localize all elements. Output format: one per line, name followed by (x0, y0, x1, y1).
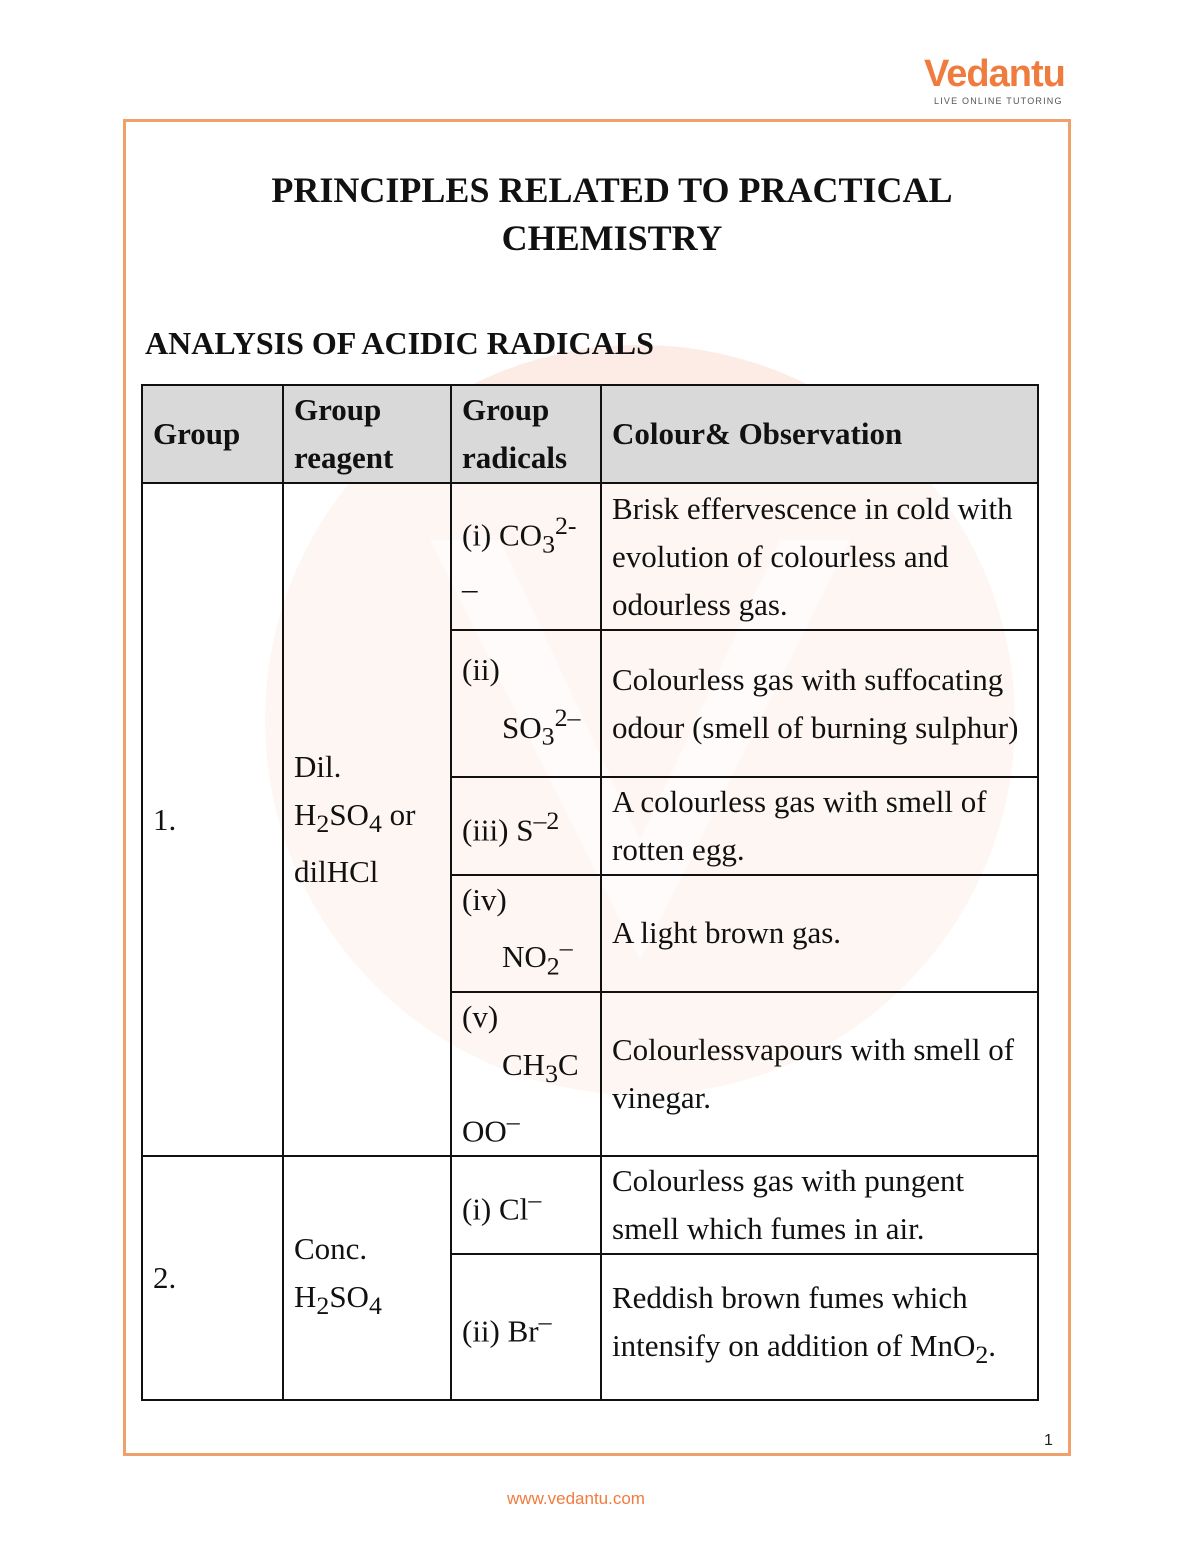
observation-cell: Colourless gas with suffocating odour (smell of burning sulphur) (601, 630, 1038, 777)
radical-superscript: 2– (554, 703, 581, 733)
radical-text: OO (462, 1113, 507, 1149)
header-radicals-line-1: Group (462, 392, 550, 427)
observation-cell: Colourlessvapours with smell of vinegar. (601, 992, 1038, 1157)
radical-cell (451, 1254, 601, 1400)
reagent-line: Conc. (294, 1231, 368, 1267)
reagent-formula (294, 1279, 382, 1321)
group-reagent-cell (283, 483, 451, 1156)
header-reagent-line-1: Group (294, 392, 382, 427)
radical-cell (451, 777, 601, 875)
observation-cell: A light brown gas. (601, 875, 1038, 992)
formula-part: SO (329, 1279, 369, 1315)
page-title (126, 166, 1098, 262)
reagent-line: Dil. (294, 748, 342, 784)
radical-subscript: 3 (542, 529, 555, 559)
radical-cell (451, 992, 601, 1157)
formula-subscript: 4 (368, 1291, 382, 1321)
radical-text: SO (502, 709, 542, 745)
page-number: 1 (1044, 1432, 1053, 1449)
group-reagent-cell (283, 1156, 451, 1400)
formula-part: H (294, 1279, 317, 1315)
website-link[interactable]: www.vedantu.com (507, 1489, 645, 1508)
header-observation: Colour& Observation (601, 385, 1038, 483)
radical-text: (iv) (462, 882, 507, 917)
observation-cell (601, 1254, 1038, 1400)
header-group-reagent (283, 385, 451, 483)
radical-superscript: 2- (555, 511, 577, 540)
observation-text: Reddish brown fumes which intensify on addition of MnO (612, 1280, 976, 1364)
formula-part: or (381, 796, 416, 832)
observation-text: . (988, 1328, 997, 1364)
radical-text: (v) (462, 998, 499, 1034)
group-number-cell: 1. (142, 483, 283, 1156)
radical-superscript: – (528, 1185, 542, 1215)
formula-subscript: 2 (316, 1291, 330, 1321)
formula-part: SO (329, 796, 369, 832)
acidic-radicals-table (141, 384, 1039, 1401)
radical-cell (451, 1156, 601, 1254)
page-title-line-2: CHEMISTRY (501, 218, 723, 258)
observation-cell: Colourless gas with pungent smell which fumes in air. (601, 1156, 1038, 1254)
formula-subscript: 2 (316, 809, 330, 839)
observation-cell: Brisk effervescence in cold with evolution of colourless and odourless gas. (601, 483, 1038, 630)
radical-subscript: 3 (545, 1058, 558, 1088)
table-row (142, 483, 1038, 630)
vedantu-logo (920, 52, 1070, 112)
radical-text: (i) CO (462, 517, 543, 553)
table-header-row (142, 385, 1038, 483)
logo-wordmark: Vedantu (924, 53, 1065, 95)
formula-part: H (294, 796, 317, 832)
radical-superscript: – (538, 1307, 552, 1337)
header-reagent-line-2: reagent (294, 440, 394, 475)
page-title-line-1: PRINCIPLES RELATED TO PRACTICAL (271, 170, 953, 210)
reagent-formula (294, 796, 416, 839)
radical-text: – (462, 570, 478, 606)
radical-subscript: 3 (541, 721, 555, 751)
radical-text: (i) Cl (462, 1191, 529, 1227)
observation-cell: A colourless gas with smell of rotten egg. (601, 777, 1038, 875)
observation-subscript: 2 (975, 1340, 989, 1370)
header-group: Group (142, 385, 283, 483)
table-row (142, 1156, 1038, 1254)
formula-subscript: 4 (368, 809, 382, 839)
radical-cell (451, 630, 601, 777)
radical-text: (ii) Br (462, 1313, 539, 1349)
header-radicals-line-2: radicals (462, 440, 568, 475)
radical-superscript: – (506, 1106, 520, 1136)
radical-text: C (558, 1046, 579, 1082)
radical-text: (iii) S (462, 812, 534, 848)
radical-cell (451, 483, 601, 630)
radical-superscript: –2 (533, 806, 560, 836)
radical-text: (ii) (462, 652, 500, 688)
group-number-cell: 2. (142, 1156, 283, 1400)
radical-subscript: 2 (546, 951, 560, 981)
logo-tagline: LIVE ONLINE TUTORING (934, 96, 1063, 106)
radical-cell (451, 875, 601, 992)
section-heading: ANALYSIS OF ACIDIC RADICALS (145, 325, 654, 361)
header-group-radicals (451, 385, 601, 483)
radical-superscript: – (559, 933, 573, 962)
reagent-line: dilHCl (294, 854, 379, 890)
radical-text: CH (502, 1046, 546, 1082)
radical-text: NO (502, 939, 547, 975)
